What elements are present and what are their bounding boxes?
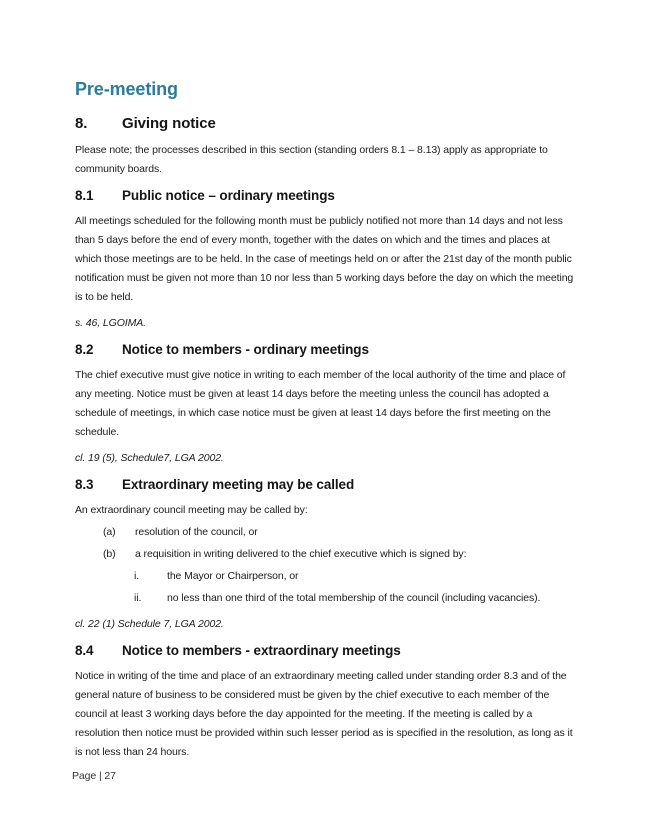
list-item-text: the Mayor or Chairperson, or: [167, 570, 299, 582]
section-number: 8.2: [75, 342, 94, 357]
chapter-heading: [75, 113, 577, 134]
citation-8-2: cl. 19 (5), Schedule7, LGA 2002.: [75, 452, 224, 464]
list-marker: ii.: [134, 592, 142, 604]
list-item: [75, 589, 577, 608]
list-marker: i.: [134, 570, 140, 582]
list-item-text: no less than one third of the total membership of the council (including vacancies).: [167, 592, 541, 604]
doc-title: Pre-meeting: [75, 79, 178, 99]
section-body-8-3: An extraordinary council meeting may be called by:: [75, 504, 308, 516]
citation-8-3: cl. 22 (1) Schedule 7, LGA 2002.: [75, 618, 224, 630]
citation-8-1: s. 46, LGOIMA.: [75, 317, 146, 329]
section-title: Notice to members - extraordinary meetings: [122, 643, 401, 658]
list-item: [75, 545, 577, 564]
section-title: Notice to members - ordinary meetings: [122, 342, 369, 357]
section-heading-8-3: [75, 475, 577, 494]
list-item: [75, 523, 577, 542]
section-body-8-4: Notice in writing of the time and place of an extraordinary meeting called under standing order 8.3 and of the general nature of business to be considered must be given by the chief executive to each member of the council at least 3 working days before the day appointed for the meeting. If the meeting is called by a resolution then notice must be provided within such lesser period as is specified in the resolution, as long as it is not less than 24 hours.: [75, 670, 573, 758]
list-marker: (b): [103, 548, 116, 560]
section-title: Public notice – ordinary meetings: [122, 188, 335, 203]
list-item-text: a requisition in writing delivered to the chief executive which is signed by:: [135, 548, 467, 560]
list-item-text: resolution of the council, or: [135, 526, 258, 538]
section-body-8-2: The chief executive must give notice in writing to each member of the local authority of the time and place of any meeting. Notice must be given at least 14 days before the meeting unless the council has adopted a schedule of meetings, in which case notice must be given at least 14 days before the first meeting on the schedule.: [75, 369, 566, 438]
section-heading-8-4: [75, 641, 577, 660]
chapter-title: Giving notice: [122, 115, 216, 132]
section-number: 8.3: [75, 477, 94, 492]
section-number: 8.4: [75, 643, 94, 658]
intro-paragraph: Please note; the processes described in this section (standing orders 8.1 – 8.13) apply as appropriate to community boards.: [75, 144, 548, 175]
list-item: [75, 567, 577, 586]
page-footer: Page | 27: [72, 770, 116, 782]
section-heading-8-1: [75, 186, 577, 205]
section-number: 8.1: [75, 188, 94, 203]
section-body-8-1: All meetings scheduled for the following month must be publicly notified not more than 14 days and not less than 5 days before the end of every month, together with the dates on which and the times and places at which those meetings are to be held. In the case of meetings held on or after the 21st day of the month public notification must be given not more than 10 nor less than 5 working days before the day on which the meeting is to be held.: [75, 215, 574, 303]
chapter-number: 8.: [75, 115, 88, 132]
section-title: Extraordinary meeting may be called: [122, 477, 355, 492]
list-marker: (a): [103, 526, 116, 538]
section-heading-8-2: [75, 340, 577, 359]
ordered-list-8-3: [75, 523, 577, 608]
